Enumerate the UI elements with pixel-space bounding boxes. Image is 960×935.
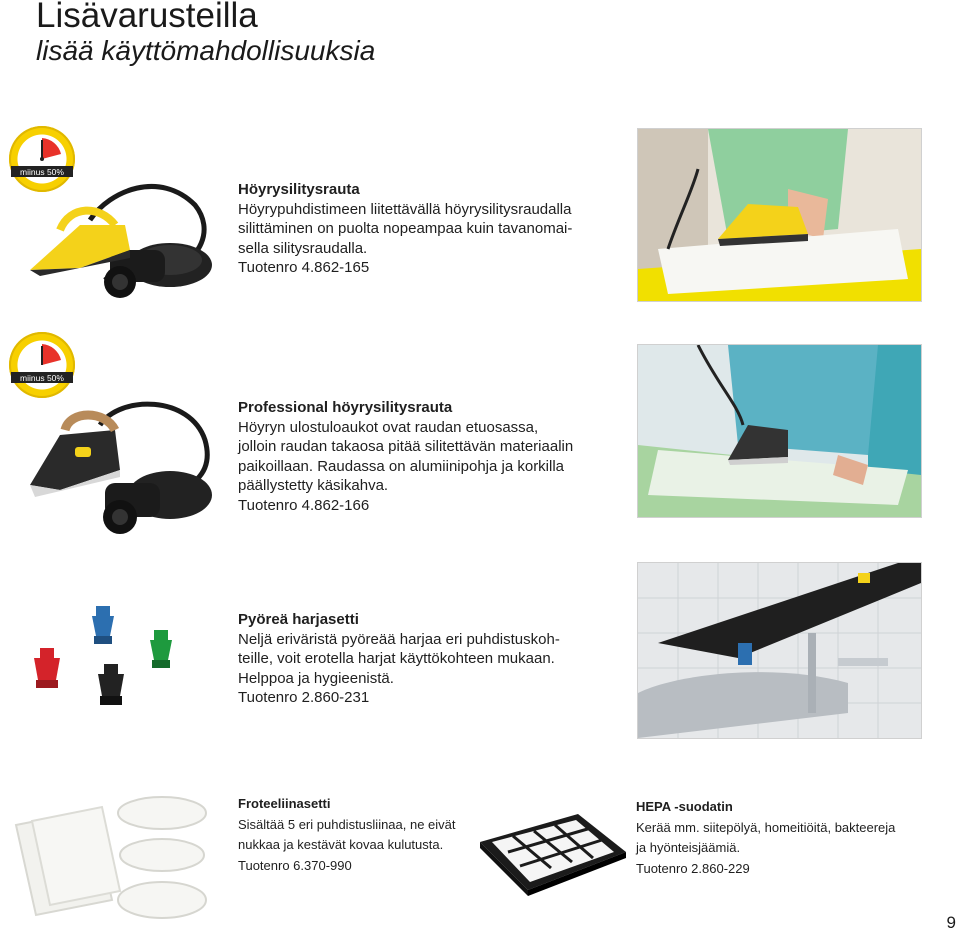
product-hepa-filter: [636, 797, 895, 879]
product-description-line: jolloin raudan takaosa pitää silitettävän materiaalin: [238, 438, 574, 455]
product-round-brush-set: [238, 610, 560, 708]
product-description-line: Neljä eriväristä pyöreää harjaa eri puhdistuskoh-: [238, 630, 560, 648]
green-brush-icon: [150, 630, 172, 668]
product-professional-iron: [238, 398, 573, 515]
product-code: Tuotenro 2.860-229: [636, 860, 750, 876]
product-terry-cloth-set: [238, 794, 456, 876]
product-steam-iron: [238, 180, 572, 278]
page-title: Lisävarusteilla: [36, 0, 258, 35]
product-title: HEPA -suodatin: [636, 799, 733, 814]
product-description-line: Sisältää 5 eri puhdistusliinaa, ne eivät: [238, 816, 456, 832]
product-description-line: silittäminen on puolta nopeampaa kuin tavanomai-: [238, 220, 573, 237]
steam-iron-usage-photo: [637, 128, 922, 302]
product-description-line: ja hyönteisjäämiä.: [636, 840, 741, 855]
product-title: Froteeliinasetti: [238, 796, 331, 811]
steam-iron-image: [20, 170, 220, 305]
badge-label: miinus 50%: [20, 373, 64, 383]
product-description-line: Helppoa ja hygieenistä.: [238, 669, 394, 687]
product-code: Tuotenro 2.860-231: [238, 689, 370, 706]
product-title: Professional höyrysilitysrauta: [238, 399, 453, 416]
blue-brush-icon: [92, 606, 114, 644]
page-subtitle: lisää käyttömahdollisuuksia: [36, 35, 376, 66]
terry-cloth-set-image: [12, 795, 217, 925]
product-description-line: teille, voit erotella harjat käyttökohteen mukaan.: [238, 650, 555, 667]
product-title: Pyöreä harjasetti: [238, 611, 359, 628]
product-description-line: Kerää mm. siitepölyä, homeitiöitä, bakteereja: [636, 819, 896, 835]
product-code: Tuotenro 4.862-166: [238, 496, 370, 514]
brush-usage-photo: [637, 562, 922, 739]
badge-label: miinus 50%: [20, 167, 64, 177]
product-description-line: paikoillaan. Raudassa on alumiinipohja ja korkilla: [238, 457, 565, 475]
product-description-line: Höyryn ulostuloaukot ovat raudan etuosassa,: [238, 418, 539, 436]
red-brush-icon: [34, 648, 60, 688]
professional-iron-image: [20, 395, 220, 545]
stopwatch-badge-icon: [9, 332, 75, 398]
product-description-line: Höyrypuhdistimeen liitettävällä höyrysilitysraudalla: [238, 200, 572, 218]
product-code: Tuotenro 4.862-165: [238, 259, 370, 276]
product-title: Höyrysilitysrauta: [238, 181, 360, 198]
page-number: 9: [946, 913, 956, 932]
product-description-line: päällystetty käsikahva.: [238, 477, 389, 494]
black-brush-icon: [98, 664, 124, 705]
product-code: Tuotenro 6.370-990: [238, 857, 352, 873]
round-brush-set-image: [30, 600, 190, 720]
professional-iron-usage-photo: [637, 344, 922, 518]
product-description-line: nukkaa ja kestävät kovaa kulutusta.: [238, 837, 444, 852]
product-description-line: sella silitysraudalla.: [238, 239, 368, 257]
hepa-filter-image: [478, 812, 628, 897]
